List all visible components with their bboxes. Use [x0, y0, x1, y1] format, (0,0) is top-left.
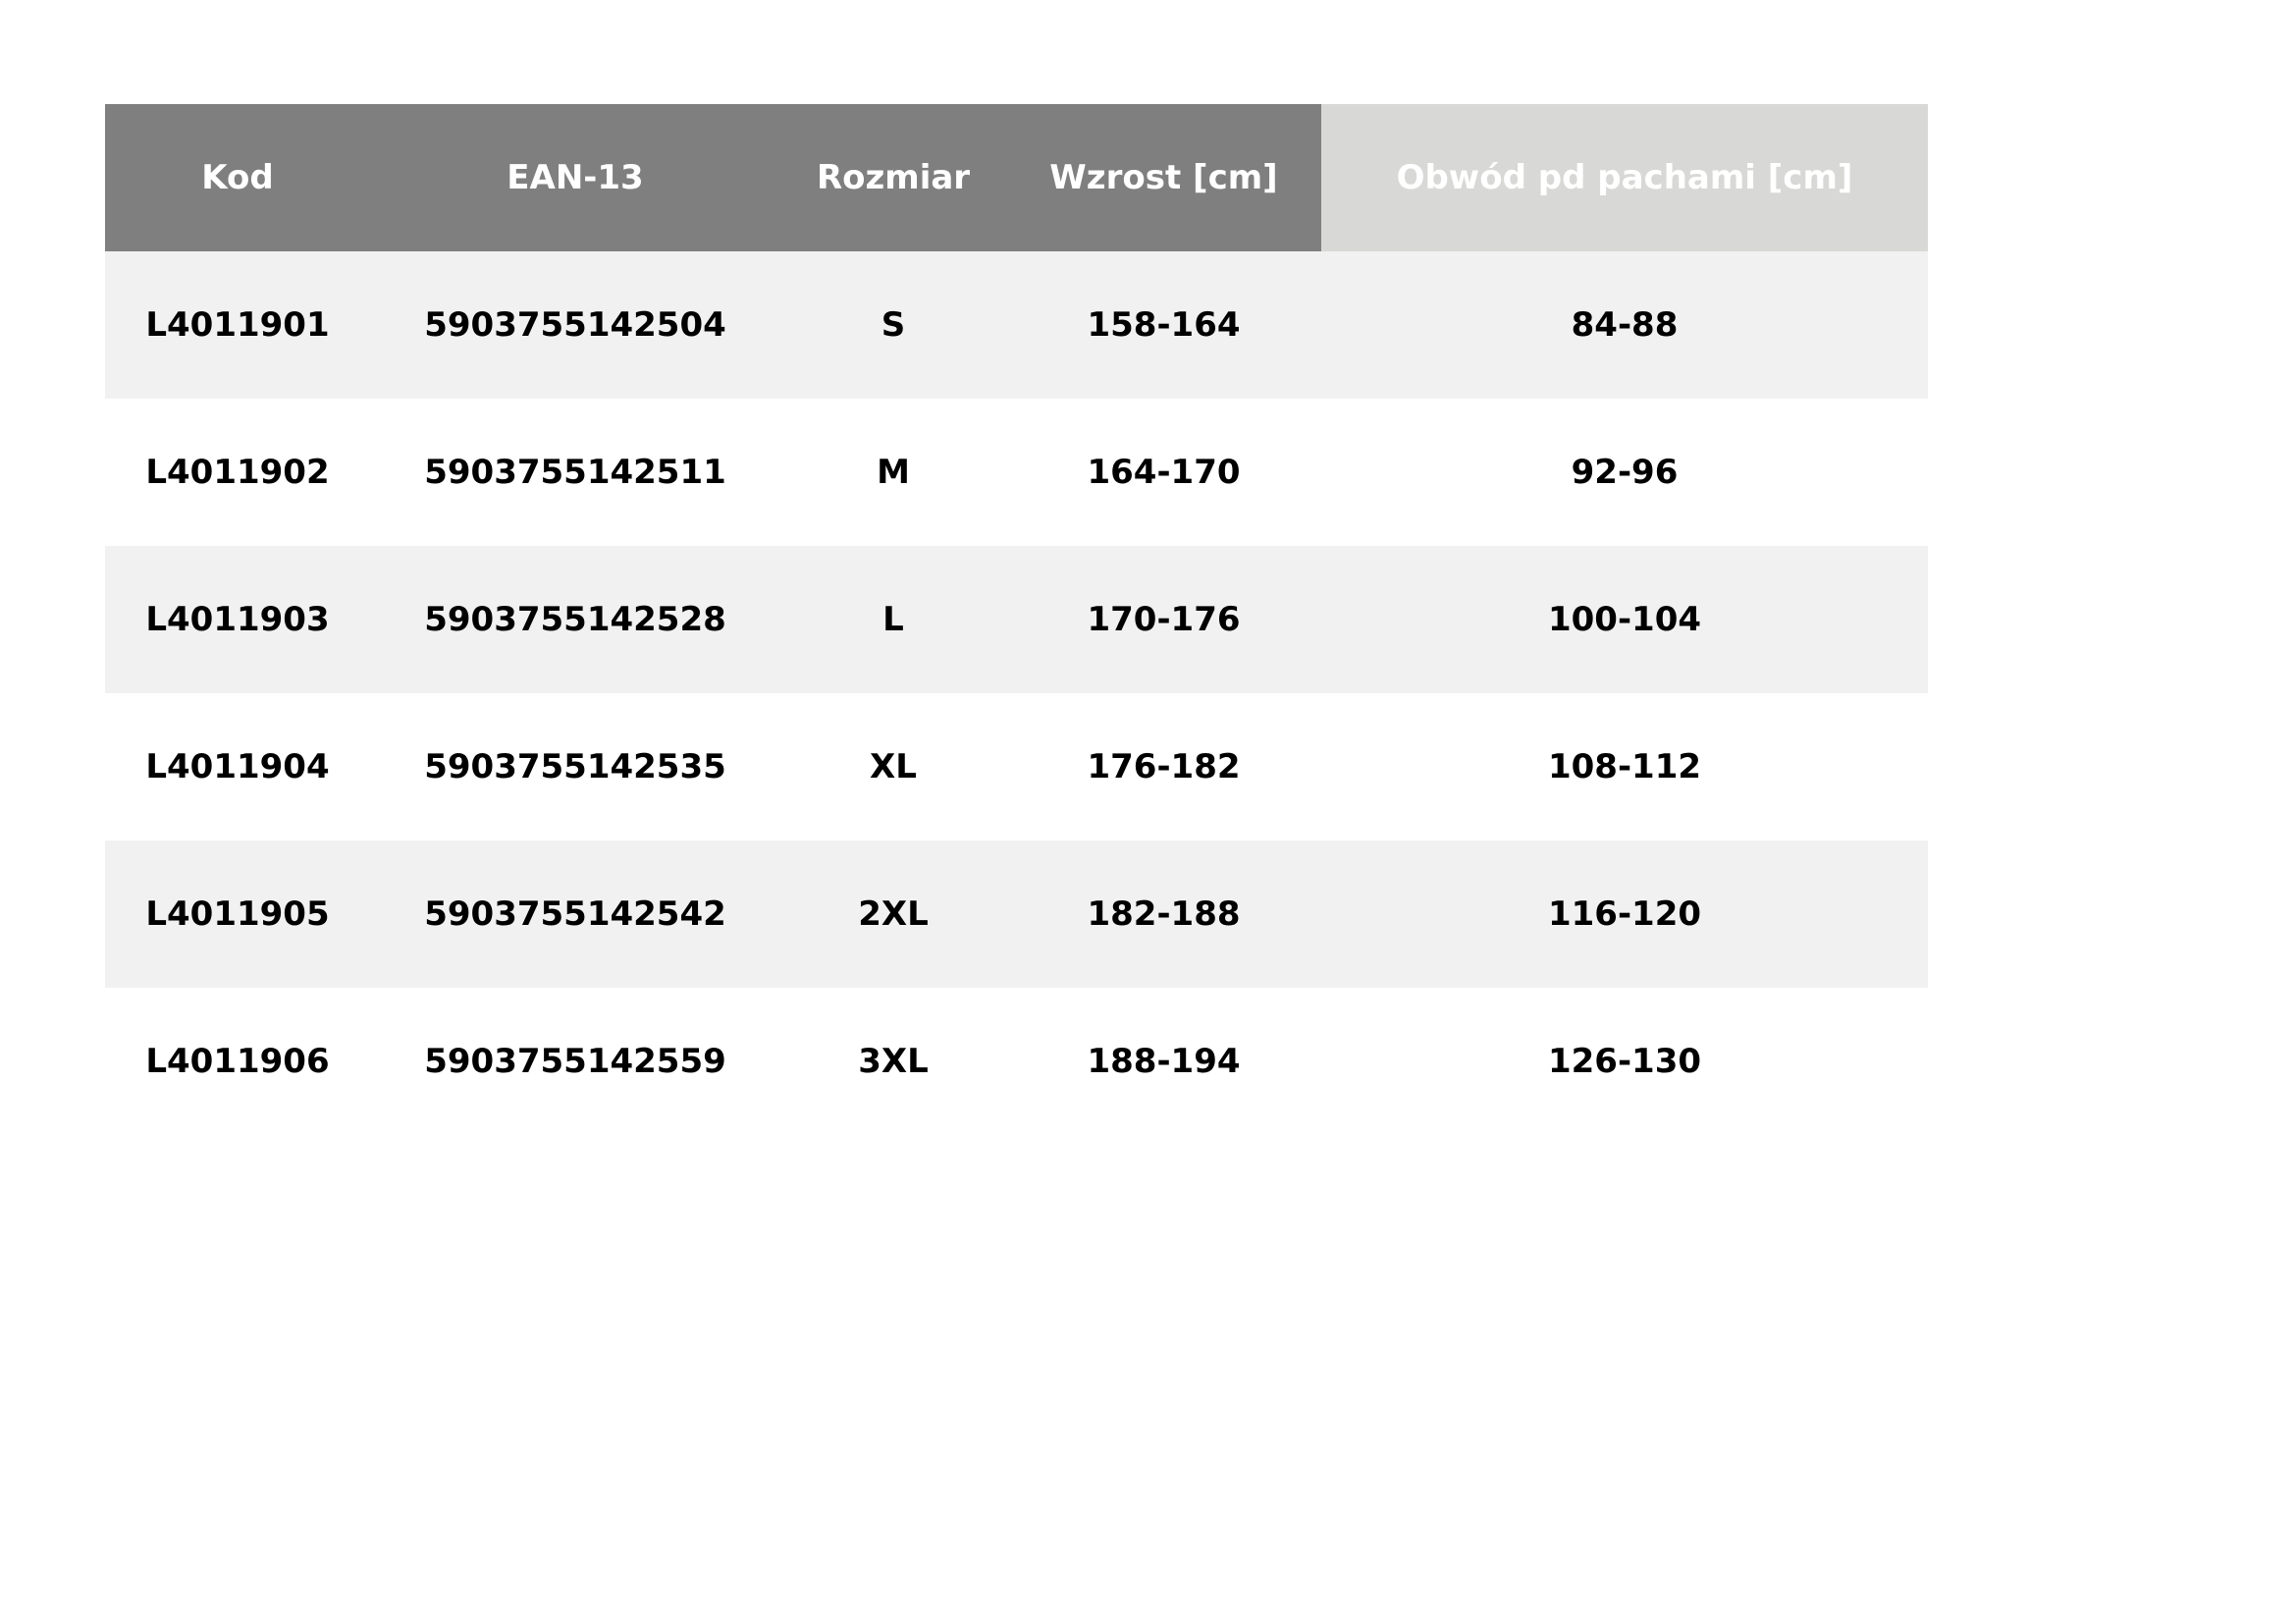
cell-wzrost: 170-176	[1006, 546, 1321, 693]
cell-wzrost: 164-170	[1006, 399, 1321, 546]
header-kod: Kod	[105, 104, 370, 251]
cell-ean13: 5903755142542	[370, 840, 780, 988]
cell-obwod: 84-88	[1321, 251, 1928, 399]
cell-rozmiar: S	[780, 251, 1006, 399]
size-table	[105, 104, 1928, 1135]
cell-kod: L4011903	[105, 546, 370, 693]
cell-obwod: 116-120	[1321, 840, 1928, 988]
table-row	[105, 988, 1928, 1135]
cell-wzrost: 188-194	[1006, 988, 1321, 1135]
cell-obwod: 100-104	[1321, 546, 1928, 693]
cell-ean13: 5903755142504	[370, 251, 780, 399]
table-row	[105, 399, 1928, 546]
cell-rozmiar: XL	[780, 693, 1006, 840]
header-obwod: Obwód pd pachami [cm]	[1321, 104, 1928, 251]
cell-kod: L4011902	[105, 399, 370, 546]
cell-ean13: 5903755142559	[370, 988, 780, 1135]
cell-obwod: 126-130	[1321, 988, 1928, 1135]
cell-rozmiar: 2XL	[780, 840, 1006, 988]
table-row	[105, 251, 1928, 399]
cell-kod: L4011905	[105, 840, 370, 988]
header-ean13: EAN-13	[370, 104, 780, 251]
cell-rozmiar: 3XL	[780, 988, 1006, 1135]
cell-kod: L4011901	[105, 251, 370, 399]
table-row	[105, 693, 1928, 840]
table-header-row	[105, 104, 1928, 251]
cell-wzrost: 176-182	[1006, 693, 1321, 840]
table-row	[105, 840, 1928, 988]
header-rozmiar: Rozmiar	[780, 104, 1006, 251]
cell-rozmiar: M	[780, 399, 1006, 546]
cell-ean13: 5903755142528	[370, 546, 780, 693]
cell-kod: L4011906	[105, 988, 370, 1135]
table-row	[105, 546, 1928, 693]
cell-wzrost: 182-188	[1006, 840, 1321, 988]
cell-obwod: 92-96	[1321, 399, 1928, 546]
header-wzrost: Wzrost [cm]	[1006, 104, 1321, 251]
cell-wzrost: 158-164	[1006, 251, 1321, 399]
cell-rozmiar: L	[780, 546, 1006, 693]
cell-obwod: 108-112	[1321, 693, 1928, 840]
cell-ean13: 5903755142511	[370, 399, 780, 546]
cell-kod: L4011904	[105, 693, 370, 840]
cell-ean13: 5903755142535	[370, 693, 780, 840]
